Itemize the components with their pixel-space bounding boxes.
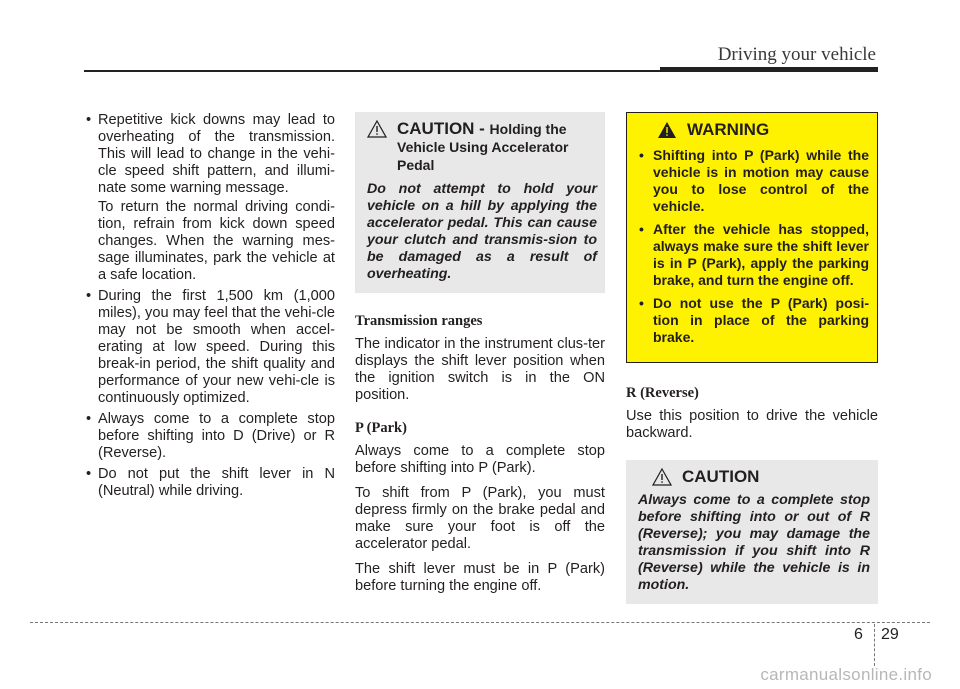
caution-box-accelerator	[355, 112, 605, 293]
list-item-subtext: To return the normal driving condi-tion, refrain from kick down speed changes. When the warning mes-sage illuminates, park the vehicle at a safe location.	[98, 199, 335, 283]
caution-title-row	[367, 120, 597, 175]
transmission-ranges-text: The indicator in the instrument clus-ter displays the shift lever position when the ignition switch is in the ON position.	[355, 336, 605, 403]
park-paragraph: Always come to a complete stop before shifting into P (Park).	[355, 443, 605, 476]
list-item: • During the first 1,500 km (1,000 miles), you may feel that the vehi-cle may not be smooth when accel-erating at low speed. During this break-in period, the shift quality and performance of your new vehi-cle is continuously optimized.	[83, 288, 335, 407]
page-number: 29	[881, 626, 899, 643]
transmission-ranges-heading: Transmission ranges	[355, 313, 483, 329]
caution-label: CAUTION -	[397, 119, 490, 138]
park-heading: P (Park)	[355, 420, 407, 436]
warning-title-row	[637, 121, 869, 139]
column-3	[626, 112, 878, 604]
caution-body: Do not attempt to hold your vehicle on a hill by applying the accelerator pedal. This can cause your clutch and transmis-sion to be damaged as a result of overheating.	[367, 181, 597, 282]
warning-box-park	[626, 112, 878, 363]
warning-list	[637, 147, 869, 346]
list-item: • Do not put the shift lever in N (Neutral) while driving.	[83, 466, 335, 500]
list-item	[83, 112, 335, 284]
reverse-heading: R (Reverse)	[626, 385, 699, 401]
list-item: • Always come to a complete stop before shifting into D (Drive) or R (Reverse).	[83, 411, 335, 462]
list-item: • Do not use the P (Park) posi-tion in place of the parking brake.	[637, 295, 869, 346]
park-paragraph: The shift lever must be in P (Park) before turning the engine off.	[355, 561, 605, 594]
reverse-text: Use this position to drive the vehicle backward.	[626, 408, 878, 441]
caution-box-reverse	[626, 460, 878, 604]
chapter-number: 6	[854, 626, 863, 643]
column-1	[83, 112, 335, 504]
tips-list	[83, 112, 335, 500]
caution-body: Always come to a complete stop before shifting into or out of R (Reverse); you may damage the transmission if you shift into R (Reverse) while the vehicle is in motion.	[638, 492, 870, 593]
caution-subtitle: Holding the Vehicle Using Accelerator Pedal	[397, 121, 569, 173]
list-item: • After the vehicle has stopped, always make sure the shift lever is in P (Park), apply the parking brake, and turn the engine off.	[637, 221, 869, 289]
warning-triangle-icon	[657, 121, 677, 139]
column-2	[355, 112, 605, 603]
caution-title	[397, 120, 597, 175]
warning-triangle-icon	[367, 120, 387, 138]
page-number-separator	[874, 624, 875, 666]
watermark: carmanualsonline.info	[760, 665, 932, 684]
list-item: • Shifting into P (Park) while the vehicle is in motion may cause you to lose control of the vehicle.	[637, 147, 869, 215]
warning-triangle-icon	[652, 468, 672, 486]
header-rule-accent	[660, 67, 878, 72]
caution-label: CAUTION	[682, 467, 760, 486]
park-paragraph: To shift from P (Park), you must depress firmly on the brake pedal and make sure your foot is off the accelerator pedal.	[355, 485, 605, 552]
list-item-text: Repetitive kick downs may lead to overheating of the transmission. This will lead to change in the vehi-cle speed shift pattern, and illumi-nate some warning message.	[98, 112, 335, 196]
footer-rule	[30, 622, 930, 623]
caution-title-row	[638, 468, 870, 486]
warning-label: WARNING	[687, 120, 770, 139]
page-header-title: Driving your vehicle	[717, 44, 876, 65]
